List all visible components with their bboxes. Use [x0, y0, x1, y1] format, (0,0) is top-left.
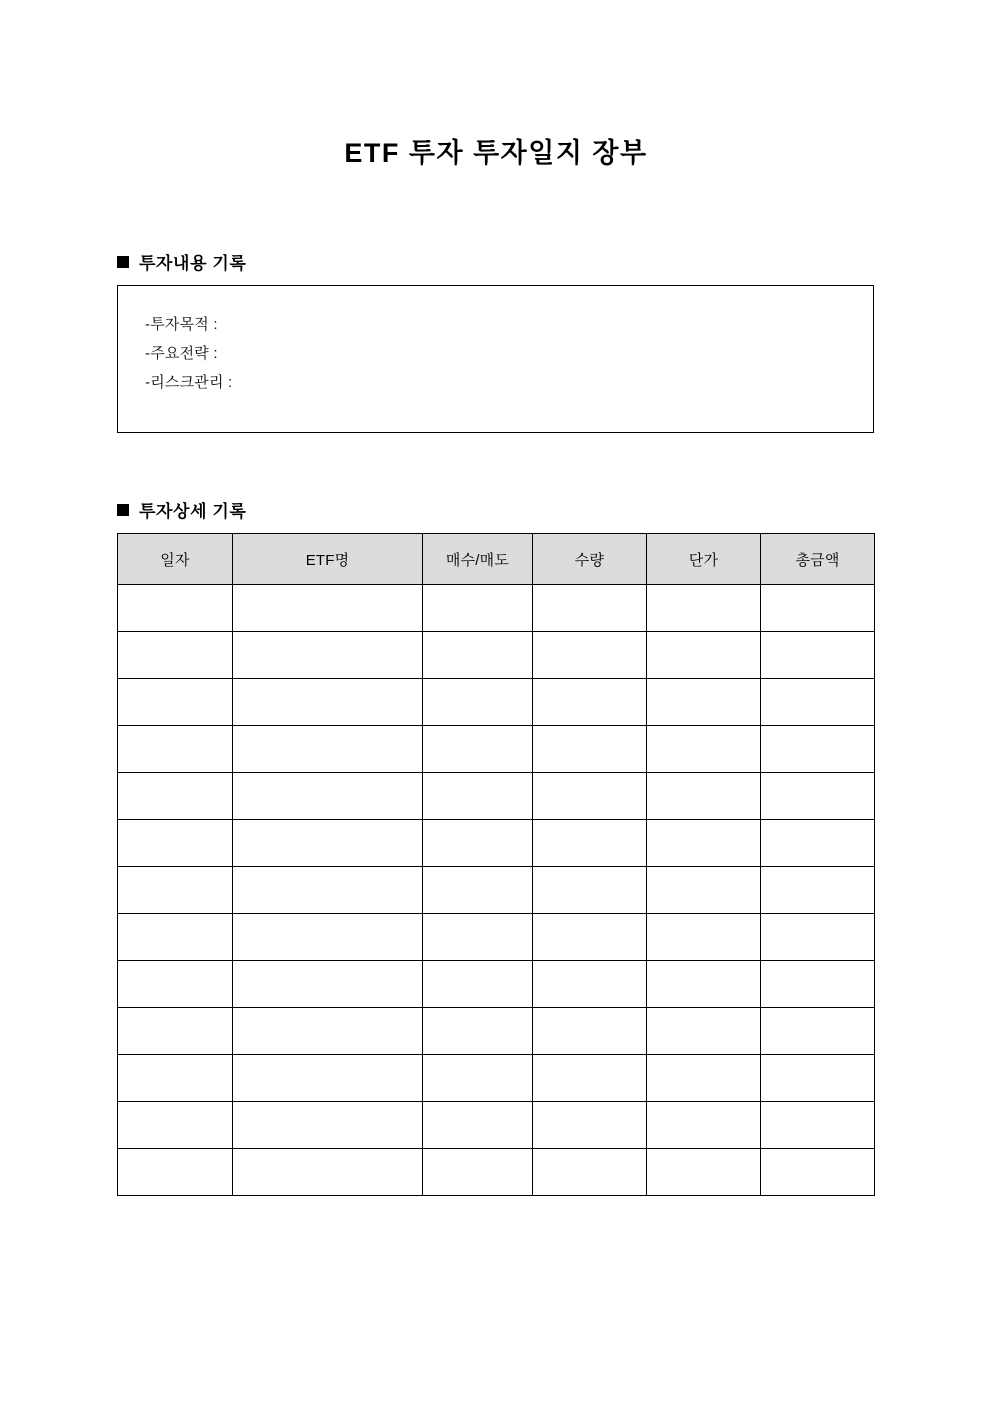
cell-price[interactable]: [647, 1149, 761, 1196]
cell-side[interactable]: [423, 867, 533, 914]
cell-qty[interactable]: [533, 961, 647, 1008]
cell-total[interactable]: [761, 961, 875, 1008]
cell-date[interactable]: [118, 632, 233, 679]
cell-side[interactable]: [423, 1102, 533, 1149]
cell-date[interactable]: [118, 1008, 233, 1055]
cell-price[interactable]: [647, 961, 761, 1008]
cell-qty[interactable]: [533, 867, 647, 914]
cell-name[interactable]: [233, 1149, 423, 1196]
cell-side[interactable]: [423, 632, 533, 679]
cell-side[interactable]: [423, 1055, 533, 1102]
column-header-name: ETF명: [233, 534, 423, 585]
cell-total[interactable]: [761, 585, 875, 632]
cell-price[interactable]: [647, 1102, 761, 1149]
cell-date[interactable]: [118, 1055, 233, 1102]
cell-total[interactable]: [761, 632, 875, 679]
cell-qty[interactable]: [533, 914, 647, 961]
cell-name[interactable]: [233, 726, 423, 773]
table-body: [118, 585, 875, 1196]
cell-name[interactable]: [233, 1055, 423, 1102]
cell-total[interactable]: [761, 679, 875, 726]
notes-line-risk-management: -리스크관리 :: [145, 374, 233, 391]
cell-name[interactable]: [233, 1008, 423, 1055]
cell-price[interactable]: [647, 585, 761, 632]
section-heading-investment-detail: [117, 497, 246, 522]
column-header-qty: 수량: [533, 534, 647, 585]
table-row: [118, 679, 875, 726]
cell-qty[interactable]: [533, 726, 647, 773]
cell-side[interactable]: [423, 961, 533, 1008]
cell-total[interactable]: [761, 1149, 875, 1196]
cell-qty[interactable]: [533, 1008, 647, 1055]
cell-side[interactable]: [423, 820, 533, 867]
cell-qty[interactable]: [533, 773, 647, 820]
square-bullet-icon: [117, 504, 129, 516]
cell-price[interactable]: [647, 914, 761, 961]
cell-price[interactable]: [647, 773, 761, 820]
cell-name[interactable]: [233, 1102, 423, 1149]
cell-name[interactable]: [233, 914, 423, 961]
table-header: [118, 534, 875, 585]
cell-price[interactable]: [647, 820, 761, 867]
cell-side[interactable]: [423, 1149, 533, 1196]
cell-price[interactable]: [647, 867, 761, 914]
cell-date[interactable]: [118, 961, 233, 1008]
column-header-side: 매수/매도: [423, 534, 533, 585]
section-heading-label: 투자상세 기록: [139, 502, 247, 521]
cell-price[interactable]: [647, 1008, 761, 1055]
cell-total[interactable]: [761, 773, 875, 820]
table-row: [118, 1008, 875, 1055]
table-header-row: [118, 534, 875, 585]
table-row: [118, 1055, 875, 1102]
cell-qty[interactable]: [533, 1055, 647, 1102]
table-row: [118, 773, 875, 820]
cell-name[interactable]: [233, 679, 423, 726]
table-row: [118, 1102, 875, 1149]
cell-date[interactable]: [118, 726, 233, 773]
cell-qty[interactable]: [533, 632, 647, 679]
notes-line-purpose: -투자목적 :: [145, 316, 218, 333]
column-header-date: 일자: [118, 534, 233, 585]
cell-total[interactable]: [761, 820, 875, 867]
section-heading-investment-record: [117, 249, 246, 274]
cell-side[interactable]: [423, 773, 533, 820]
cell-date[interactable]: [118, 679, 233, 726]
cell-name[interactable]: [233, 961, 423, 1008]
section-heading-label: 투자내용 기록: [139, 254, 247, 273]
square-bullet-icon: [117, 256, 129, 268]
table-row: [118, 914, 875, 961]
table-row: [118, 585, 875, 632]
cell-price[interactable]: [647, 726, 761, 773]
cell-date[interactable]: [118, 1102, 233, 1149]
column-header-price: 단가: [647, 534, 761, 585]
cell-qty[interactable]: [533, 679, 647, 726]
cell-price[interactable]: [647, 1055, 761, 1102]
table-row: [118, 867, 875, 914]
cell-date[interactable]: [118, 867, 233, 914]
cell-name[interactable]: [233, 867, 423, 914]
cell-side[interactable]: [423, 585, 533, 632]
cell-date[interactable]: [118, 773, 233, 820]
table-row: [118, 632, 875, 679]
cell-price[interactable]: [647, 679, 761, 726]
notes-line-strategy: -주요전략 :: [145, 345, 218, 362]
cell-total[interactable]: [761, 914, 875, 961]
cell-price[interactable]: [647, 632, 761, 679]
cell-side[interactable]: [423, 1008, 533, 1055]
cell-name[interactable]: [233, 585, 423, 632]
column-header-total: 총금액: [761, 534, 875, 585]
page-title: ETF 투자 투자일지 장부: [344, 138, 648, 168]
cell-total[interactable]: [761, 1008, 875, 1055]
cell-side[interactable]: [423, 914, 533, 961]
table-row: [118, 1149, 875, 1196]
cell-qty[interactable]: [533, 820, 647, 867]
cell-date[interactable]: [118, 820, 233, 867]
cell-qty[interactable]: [533, 1149, 647, 1196]
cell-name[interactable]: [233, 820, 423, 867]
cell-name[interactable]: [233, 632, 423, 679]
cell-total[interactable]: [761, 1102, 875, 1149]
cell-total[interactable]: [761, 726, 875, 773]
cell-qty[interactable]: [533, 1102, 647, 1149]
investment-notes-box[interactable]: [117, 285, 874, 433]
cell-side[interactable]: [423, 679, 533, 726]
investment-detail-table-wrapper: [117, 533, 874, 1196]
cell-date[interactable]: [118, 1149, 233, 1196]
table-row: [118, 820, 875, 867]
cell-side[interactable]: [423, 726, 533, 773]
table-row: [118, 961, 875, 1008]
table-row: [118, 726, 875, 773]
cell-total[interactable]: [761, 1055, 875, 1102]
cell-name[interactable]: [233, 773, 423, 820]
investment-detail-table: [117, 533, 875, 1196]
cell-date[interactable]: [118, 914, 233, 961]
cell-qty[interactable]: [533, 585, 647, 632]
cell-total[interactable]: [761, 867, 875, 914]
cell-date[interactable]: [118, 585, 233, 632]
